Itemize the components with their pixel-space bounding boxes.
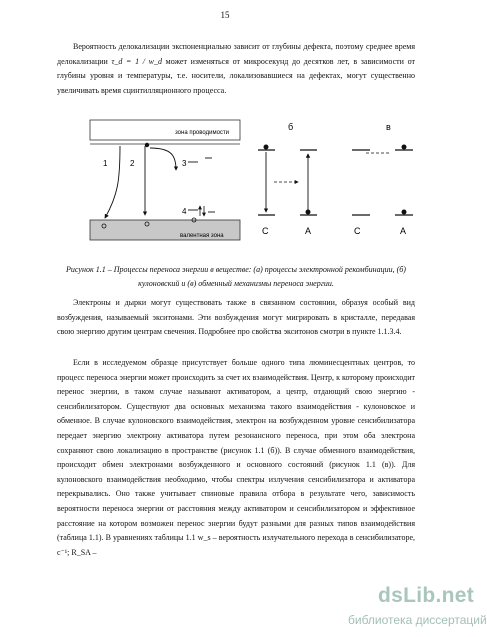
panel-v-electron-bottom [402, 210, 407, 215]
panel-b-electron-top [264, 145, 269, 150]
panel-b-electron-bottom [306, 210, 311, 215]
valence-band-label: валентная зона [180, 233, 224, 239]
paragraph-excitons: Электроны и дырки могут существовать также в связанном состоянии, образуя особый вид возбуждения, называемый экситонами. Эти возбуждения могут мигрировать в кристалле, передавая свою энергию другим центрам свечения. Подробнее про свойства экситонов смотри в пункте 1.1.3.4. [57, 298, 415, 337]
paragraph-delocalization [57, 40, 415, 98]
watermark-subtitle: библиотека диссертаций [348, 613, 487, 627]
figure-diagram [90, 120, 420, 260]
process-label-2: 2 [130, 159, 135, 168]
panel-b-sensitizer-label: С [262, 226, 269, 236]
panel-v-sensitizer-label: С [354, 226, 361, 236]
panel-v-label: в [386, 122, 391, 132]
watermark-logo: dsLib.net [378, 584, 475, 607]
process-label-3: 3 [182, 159, 187, 168]
paragraph-centers: Если в исследуемом образце присутствует больше одного типа люминесцентных центров, то процесс переноса энергии может происходить за счет их взаимодействия. Центр, к которому происходит перенос энергии, в таком случае называют активатором, а центр, отдающий свою энергию - сенсибилизатором. Существуют два основных механизма такого взаимодействия - кулоновское и обменное. В случае кулоновского взаимодействия, электрон на возбужденном уровне сенсибилизатора передает энергию электрону активатора путем резонансного переноса, при этом оба электрона сохраняют свою локализацию в пространстве (рисунок 1.1 (б)). В случае обменного взаимодействия, происходит обмен электронами возбужденного и основного состояний (рисунок 1.1 (в)). Для кулоновского взаимодействия необходимо, чтобы спектры излучения сенсибилизатора и активатора перекрывались. Оно также учитывает спиновые правила отбора в результате чего, зависимость вероятности переноса энергии от расстояния между активатором и сенсибилизатором и эффективное расстояние на котором возможен перенос энергии будут разными для разных типов взаимодействия (таблица 1.1). В уравнениях таблицы 1.1 w_s – вероятность излучательного перехода в сенсибилизаторе, с⁻¹; R_SA – [57, 358, 415, 557]
panel-v-activator-label: А [400, 226, 407, 236]
process-label-1: 1 [103, 159, 108, 168]
watermark [300, 582, 487, 637]
panel-v-electron-top [402, 145, 407, 150]
paragraph-text-part2: может изменяться от микросекунд до десятков лет, в зависимости от глубины уровня и температуры, т.е. носители, локализовавшиеся на дефектах, могут существенно увеличивать время сцинтилляционного процесса. [57, 56, 416, 95]
arrow-process-1 [105, 146, 120, 218]
formula-delocalization-time: τ_d = 1 / w_d [111, 56, 162, 66]
page-number: 15 [220, 10, 230, 20]
figure-energy-transfer [90, 120, 420, 260]
figure-caption: Рисунок 1.1 – Процессы переноса энергии в веществе: (а) процессы электронной рекомбинации, (б) кулоновский и (в) обменный механизмы переноса энергии. [66, 265, 406, 289]
conduction-band-label: зона проводимости [175, 130, 229, 136]
arrow-process-3 [150, 148, 176, 170]
electron-trap-dot [145, 143, 149, 147]
process-label-4: 4 [182, 207, 187, 216]
panel-b-activator-label: А [305, 226, 312, 236]
paragraph-text-part1: Вероятность делокализации экспоненциально зависит от глубины дефекта, поэтому среднее время делокализации [57, 42, 415, 66]
panel-b-label: б [288, 122, 294, 132]
